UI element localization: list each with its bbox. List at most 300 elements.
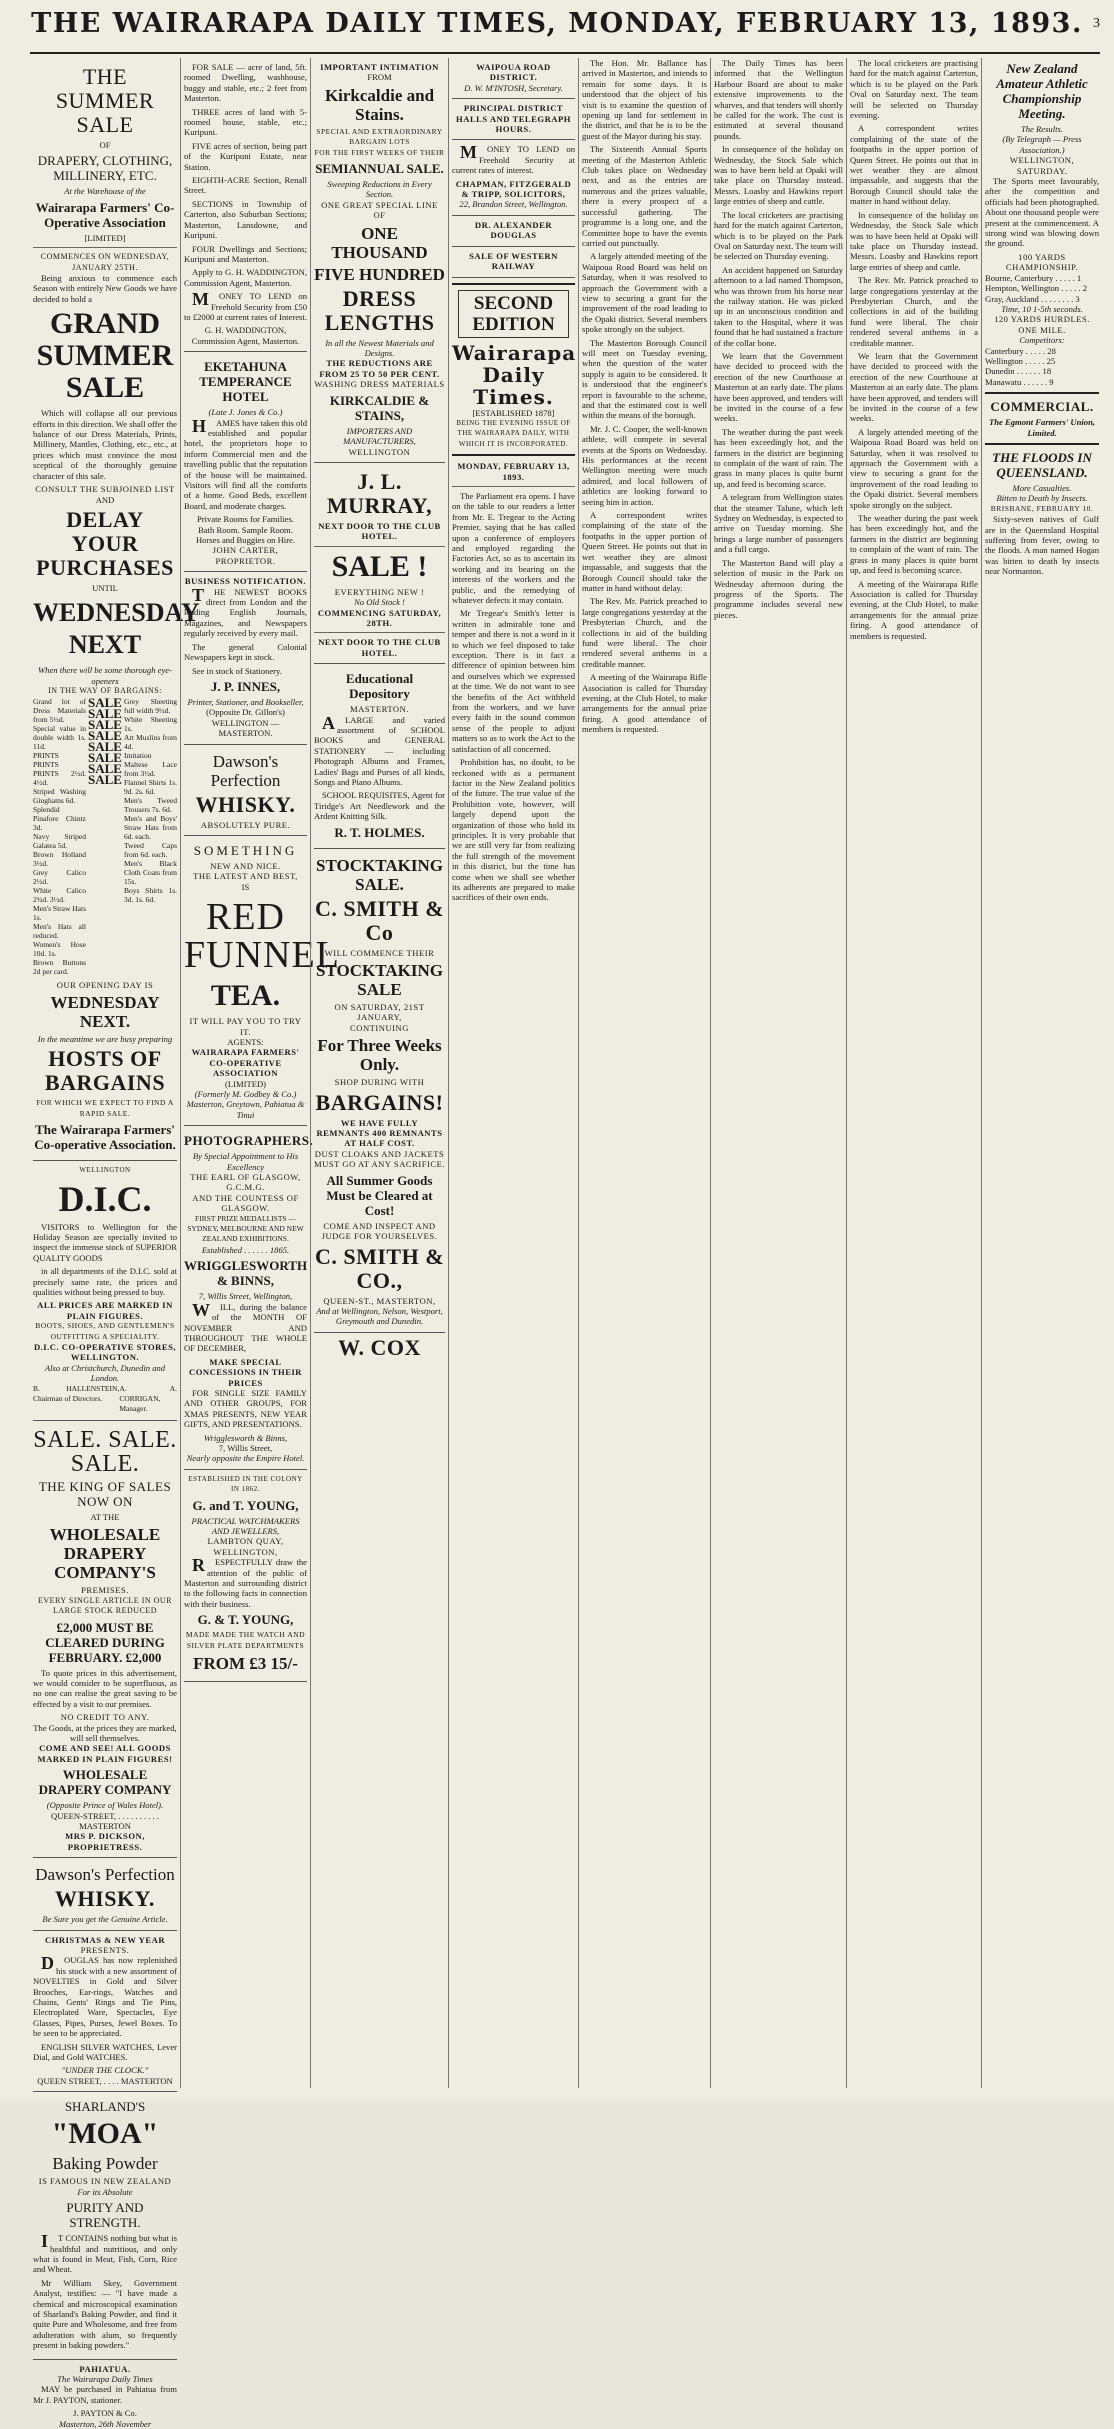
bargains-right xyxy=(124,697,177,976)
editorial-para-1: The Parliament era opens. I have on the table to our readers a letter from Mr. E. Tregear to the Acting Premier, saying that he has called upon a conference of employers and employed regarding the Factories Act, so as to ascertain its working and its bearing on the interests of the workers and the public, and the remedying of whatever defects it may contain. xyxy=(452,490,575,605)
editorial-date: MONDAY, FEBRUARY 13, 1893. xyxy=(457,461,570,482)
wrigglesworth-ad xyxy=(184,1126,314,1470)
sharland-ad xyxy=(33,2092,177,2359)
bargain-item: Brown Holland 3½d. xyxy=(33,849,86,868)
delay-heading: DELAY YOUR PURCHASES xyxy=(36,506,174,580)
young-heading: G. and T. YOUNG, xyxy=(192,1497,299,1513)
dic-visitors: VISITORS to Wellington for the Holiday Season are specially invited to inspect the immense stock of SUPERIOR QUALITY GOODS xyxy=(33,1221,177,1263)
from-word: FROM xyxy=(367,72,392,83)
john-carter: JOHN CARTER, PROPRIETOR. xyxy=(212,545,279,566)
news-para-18: A correspondent writes complaining of the state of the footpaths in the upper portion of Queen Street. He points out that in wet weather they are almost impassable, and suggests that the Borough Council should take the matter in hand without delay. xyxy=(850,123,978,207)
come-inspect: COME AND INSPECT AND JUDGE FOR YOURSELVES. xyxy=(321,1220,438,1242)
wdc-name: WHOLESALE DRAPERY COMPANY xyxy=(38,1767,172,1798)
for-sale-apply: Apply to G. H. WADDINGTON, Commission Agent, Masterton. xyxy=(184,267,307,288)
pahiatua-may-be: MAY be purchased in Pahiatua from Mr J. PAYTON, stationer. xyxy=(33,2384,177,2405)
sale-word: SALE xyxy=(88,771,122,787)
railway-sale: SALE OF WESTERN RAILWAY xyxy=(469,250,558,272)
dust-cloaks: DUST CLOAKS AND JACKETS MUST GO AT ANY SACRIFICE. xyxy=(314,1148,446,1170)
come-and-see: COME AND SEE! ALL GOODS MARKED IN PLAIN FIGURES! xyxy=(37,1743,173,1764)
masthead-title: THE WAIRARAPA DAILY TIMES, MONDAY, FEBRUARY 13, 1893. xyxy=(31,8,1083,39)
chapman-money: MONEY TO LEND on Freehold Security at current rates of interest. xyxy=(452,142,575,176)
when-there: When there will be some thorough eye-openers xyxy=(38,665,172,686)
points-row: Wellington . . . . . 25 xyxy=(985,355,1056,366)
private-rooms: Private Rooms for Families. xyxy=(197,514,294,525)
by-telegraph: (By Telegraph — Press Association.) xyxy=(1002,134,1082,155)
king-of-sales: THE KING OF SALES NOW ON xyxy=(38,1478,172,1509)
meantime: In the meantime we are busy preparing xyxy=(37,1033,173,1044)
bargain-item: Men's Hats all reduced. xyxy=(33,921,86,940)
bargain-item: White Sheeting 1s. xyxy=(124,714,177,733)
sweeping: Sweeping Reductions in Every Section. xyxy=(327,179,432,200)
from-price: FROM £3 15/- xyxy=(193,1654,298,1674)
athletic-wellington: WELLINGTON, SATURDAY. xyxy=(1009,155,1075,176)
wdc-opposite: (Opposite Prince of Wales Hotel). xyxy=(46,1800,164,1811)
remnants: WE HAVE FULLY REMNANTS 400 REMNANTS AT HALF COST. xyxy=(316,1117,443,1149)
dawson-heading: Dawson's Perfection xyxy=(35,1865,175,1885)
shop-during: SHOP DURING WITH xyxy=(334,1077,425,1088)
temperance-heading: EKETAHUNA TEMPERANCE HOTEL xyxy=(199,359,292,405)
special-lots: SPECIAL AND EXTRAORDINARY BARGAIN LOTS xyxy=(316,126,443,147)
by-appointment: By Special Appointment to His Excellency xyxy=(192,1151,299,1172)
wb-signature: Wrigglesworth & Binns, xyxy=(203,1432,288,1443)
dic-furnishing: in all departments of the D.I.C. sold at precisely same rate, the prices and qualities without being pressed to buy. xyxy=(33,1266,177,1297)
make-concessions: MAKE SPECIAL CONCESSIONS IN THEIR PRICES xyxy=(189,1356,302,1388)
news-para-2: The Sixteenth Annual Sports meeting of the Masterton Athletic Club takes place on Wednesday next, and as the entries are numerous and the prizes valuable, there is every prospect of a successful gathering. The programme is a long one, and the Committee hope to have the events carried out punctually. xyxy=(582,144,707,248)
brisbane-dateline: BRISBANE, FEBRUARY 10. xyxy=(990,503,1094,513)
douglas-para: DOUGLAS has now replenished his stock with a new assortment of NOVELTIES in Gold and Silver Brooches, Ear-rings, Watches and Chains, Gents' Rings and Tie Pins, Electroplated Ware, Spectacles, Eye Glasses, Pipes, Purses, Jewel Boxes. To be seen to be appreciated. xyxy=(33,1953,177,2039)
egmont-heading: The Egmont Farmers' Union, Limited. xyxy=(988,417,1095,438)
waipoua-heading: WAIPOUA ROAD DISTRICT. xyxy=(476,62,551,83)
bargain-item: PRINTS PRINTS PRINTS 2½d. 4½d. xyxy=(33,750,86,787)
news-para-11: The local cricketers are practising hard for the match against Carterton, which is to be played on the Park Oval on Saturday next. The team will be selected on Thursday evening. xyxy=(714,209,843,262)
established-1878: [ESTABLISHED 1878] xyxy=(472,407,555,418)
bargain-item: Tweed Caps from 6d. each. xyxy=(124,840,177,859)
semiannual-sale: SEMIANNUAL SALE. xyxy=(315,161,444,177)
douglas-doctor-ad xyxy=(452,216,575,247)
mr-skey: Mr William Skey, Government Analyst, testifies: — "I have made a chemical and microscopical examination of Sharland's Baking Powder, and find it quite Pure and Wholesome, and free from adulteration with alum, so frequently present in baking powders." xyxy=(33,2277,177,2351)
bitten-heading: Bitten to Death by Insects. xyxy=(996,493,1088,504)
wfca-formerly: (Formerly M. Godbey & Co.) xyxy=(194,1089,297,1099)
grand-summer-sale: GRAND SUMMER SALE xyxy=(36,307,174,405)
educational-heading: Educational Depository xyxy=(345,671,414,702)
sale-stack xyxy=(88,694,122,976)
absolutely-pure: ABSOLUTELY PURE. xyxy=(200,819,291,830)
moa-heading: "MOA" xyxy=(51,2117,159,2151)
news-para-4: The Masterton Borough Council will meet on Tuesday evening, when the question of the water supply is again to be considered. It is understood that the engineer's report is favourable to the scheme, and that the estimated cost is well within the means of the borough. xyxy=(582,337,707,421)
absolute-line: For its Absolute xyxy=(77,2186,133,2197)
bargain-item: Grey Calico 2½d. xyxy=(33,867,86,886)
nearly-opposite: Nearly opposite the Empire Hotel. xyxy=(186,1453,305,1464)
wdc-proprietress: MRS P. DICKSON, PROPRIETRESS. xyxy=(65,1831,145,1852)
temperance-para: HAMES have taken this old established and popular hotel, the proprietors hope to inform Commercial men and the travelling public that the reputation of the house will be maintained. Visitors will find all the comforts of a home. Good Beds, excellent Board, and moderate charges. xyxy=(184,415,307,511)
reductions: THE REDUCTIONS ARE FROM 25 TO 50 PER CENT. xyxy=(319,358,440,379)
floods-heading: THE FLOODS IN QUEENSLAND. xyxy=(992,449,1092,480)
bargain-item: Navy Striped Galatea 5d. xyxy=(33,831,86,850)
dawson-whisky-ad xyxy=(33,1858,177,1930)
news-para-12: An accident happened on Saturday afternoon to a lad named Thompson, who was thrown from his horse near the railway station. He was picked up in an unconscious condition and taken to the Hospital, where it was found that he had sustained a fracture of the collar bone. xyxy=(714,264,843,348)
bargain-item: Men's Straw Hats 1s. xyxy=(33,903,87,922)
news-para-5: Mr. J. C. Cooper, the well-known athlete, will compete in several events at the Sports on Wednesday. His performances at the recent Wellington meeting were much admired, and local followers of athletics are looking forward to seeing him in action. xyxy=(582,423,707,507)
bargain-item: Special value in double width 1s. 11d. xyxy=(33,723,86,751)
one-mile: ONE MILE. xyxy=(1018,324,1066,335)
innes-title: Printer, Stationer, and Bookseller, xyxy=(187,696,304,707)
one-thousand: ONE THOUSAND xyxy=(331,223,428,262)
athletic-para: The Sports meet favourably, after the competition and officials had been photographed. About one thousand people were present at the commencement. A strong wind was blowing down the ground. xyxy=(985,176,1099,249)
result-row: Bourne, Canterbury . . . . . 1 xyxy=(985,272,1082,283)
kirkcaldie-ad xyxy=(314,58,445,463)
business-notice: BUSINESS NOTIFICATION. xyxy=(184,576,307,587)
importers: IMPORTERS AND MANUFACTURERS, xyxy=(343,425,416,447)
news-para-3: A largely attended meeting of the Waipoua Road Board was held on Saturday, when it was resolved to approach the Government with a view to securing a grant for the improvement of the road leading to the Opaki district. Several members spoke strongly on the subject. xyxy=(582,251,707,335)
dic-stores: D.I.C. CO-OPERATIVE STORES, WELLINGTON. xyxy=(33,1342,177,1363)
earl-glasgow: THE EARL OF GLASGOW, G.C.M.G. xyxy=(190,1172,301,1193)
news-para-20: The Rev. Mr. Patrick preached to large congregations yesterday at the Presbyterian Church, and the collections in aid of the building fund were liberal. The choir rendered several anthems in a creditable manner. xyxy=(850,275,978,348)
new-and-nice: NEW AND NICE. xyxy=(210,860,281,871)
for-sale-ad xyxy=(184,58,307,352)
the-goods: The Goods, at the prices they are marked, will sell themselves. xyxy=(33,1722,177,1743)
bargain-item: Art Muslins from 4d. xyxy=(124,732,177,751)
cox-ad xyxy=(314,1336,445,1360)
it-will-pay: IT WILL PAY YOU TO TRY IT. xyxy=(189,1016,302,1037)
tea-word: TEA. xyxy=(210,979,281,1013)
limited-label: [LIMITED] xyxy=(84,232,126,243)
christmas-heading: CHRISTMAS & NEW YEAR xyxy=(44,1934,166,1945)
results-list xyxy=(985,273,1099,304)
district-halls-ad xyxy=(452,99,575,140)
to-quote: To quote prices in this advertisement, we would consider to be superfluous, as no one can realise the great saving to be effected by a visit to our premises. xyxy=(33,1667,177,1709)
kirkcaldie-heading: Kirkcaldie and Stains. xyxy=(324,85,435,124)
three-weeks: For Three Weeks Only. xyxy=(317,1036,442,1075)
cs-queen: QUEEN-ST., MASTERTON, xyxy=(323,1295,436,1306)
bargain-item: Boys Shirts 1s. 3d. 1s. 6d. xyxy=(124,885,177,904)
watch-plate: MADE MADE THE WATCH AND SILVER PLATE DEPARTMENTS xyxy=(185,1630,306,1650)
countess-glasgow: AND THE COUNTESS OF GLASGOW. xyxy=(192,1192,299,1214)
and-line: AND xyxy=(95,494,115,505)
for-sale-3: FIVE acres of section, being part of the Kuripuni Estate, near Station. xyxy=(184,140,307,172)
dic-plain-figures: ALL PRICES ARE MARKED IN PLAIN FIGURES. xyxy=(37,1300,173,1321)
presents-heading: PRESENTS. xyxy=(80,1945,130,1955)
principal-halls: PRINCIPAL DISTRICT HALLS AND TELEGRAPH HOURS. xyxy=(456,103,571,135)
bargains-left xyxy=(33,697,86,976)
w-cox: W. COX xyxy=(338,1334,421,1360)
editorial-para-2: Mr Tregear's Smith's letter is written in admirable tone and temper and there is not a word in it to which we feel disposed to take exception. There is in fact a difference of opinion between him and ourselves which we expressed at the time. We do not want to see the benefits of the Act withheld from the workers, and we have every faith in the sound common sense of the people to adjust matters so as to work the Act to the satisfaction of all concerned. xyxy=(452,608,575,754)
pahiatua-ad xyxy=(33,2360,177,2429)
bargain-list xyxy=(33,694,177,976)
agents: AGENTS: xyxy=(227,1036,264,1047)
dic-also-at: Also at Christchurch, Dunedin and London. xyxy=(44,1362,166,1384)
waipoua-ad xyxy=(452,58,575,99)
english-silver: ENGLISH SILVER WATCHES, Lever Dial, and Gold WATCHES. xyxy=(33,2041,177,2063)
dic-manager: A. A. CORRIGAN, Manager. xyxy=(119,1383,177,1414)
column-1 xyxy=(30,58,200,2429)
is-word: IS xyxy=(241,881,250,892)
result-row: Hempton, Wellington . . . . . 2 xyxy=(985,283,1088,294)
douglas-queen: QUEEN STREET, . . . . MASTERTON xyxy=(37,2075,173,2086)
chapman-address: 22, Brandon Street, Wellington. xyxy=(459,199,568,210)
pahiatua-payton: J. PAYTON & Co. xyxy=(73,2408,137,2419)
douglas-ad xyxy=(33,1931,177,2093)
summer-sale-heading: THE SUMMER SALE xyxy=(55,64,155,137)
continuing: CONTINUING xyxy=(350,1022,409,1033)
points-row: Canterbury . . . . . 28 xyxy=(985,345,1056,356)
purity-line: PURITY AND STRENGTH. xyxy=(66,2200,144,2231)
news-para-9: The Daily Times has been informed that the Wellington Harbour Board are about to make extensive improvements to the wharves, and that tenders will shortly be called for the work. The cost is estimated at several thousand pounds. xyxy=(714,58,843,141)
everything-new: EVERYTHING NEW ! xyxy=(334,586,425,597)
wdc-queen: QUEEN-STREET, . . . . . . . . . . MASTERTON xyxy=(51,1810,159,1831)
wfca-limited: (LIMITED) xyxy=(224,1078,267,1089)
result-row: Gray, Auckland . . . . . . . . 3 xyxy=(985,293,1080,304)
next-door: NEXT DOOR TO THE CLUB HOTEL. xyxy=(318,520,441,542)
hosts-of-bargains: HOSTS OF BARGAINS xyxy=(44,1046,166,1096)
dic-boots: BOOTS, SHOES, AND GENTLEMEN'S OUTFITTING A SPECIALITY. xyxy=(35,1321,175,1341)
five-hundred: FIVE HUNDRED xyxy=(314,264,445,284)
points-row: Dunedin . . . . . . 18 xyxy=(985,366,1052,377)
one-great: ONE GREAT SPECIAL LINE OF xyxy=(321,199,438,221)
bargain-item: Grand lot of Dress Materials from 5½d. xyxy=(33,696,86,724)
dress-lengths: DRESS LENGTHS xyxy=(324,285,435,335)
bargain-item: Flannel Shirts 1s. 9d. 2s. 6d. xyxy=(124,777,177,796)
drapery-line: DRAPERY, CLOTHING, MILLINERY, ETC. xyxy=(37,153,173,184)
athletic-heading: New Zealand Amateur Athletic Championship Meeting. xyxy=(996,61,1088,121)
sale-word: SALE xyxy=(88,749,122,765)
something: SOMETHING xyxy=(193,842,298,858)
news-para-14: The weather during the past week has been exceedingly hot, and the farmers in the district are beginning to complain of the want of rain. The grass in many places is quite burnt up, and feed is becoming scarce. xyxy=(714,426,843,489)
stock-stationery: See in stock of Stationery. xyxy=(192,665,282,676)
news-para-8: A meeting of the Wairarapa Rifle Association is called for Thursday evening, at the Club Hotel, to make arrangements for the annual prize firing. A good attendance of members is requested. xyxy=(582,672,707,735)
educational-ad xyxy=(314,664,445,848)
at-the: AT THE xyxy=(90,1511,120,1522)
hundred-yards: 100 YARDS CHAMPIONSHIP. xyxy=(1005,251,1079,273)
news-para-6: A correspondent writes complaining of the state of the footpaths in the upper portion of Queen Street. He points out that in wet weather they are almost impassable, and suggests that the Borough Council should take the matter in hand without delay. xyxy=(582,510,707,593)
educational-para: ALARGE and varied assortment of SCHOOL BOOKS and GENERAL STATIONERY — including Photograph Albums and Frames, Ladies' Bags and Purses of all kinds, Songs and Piano Albums. xyxy=(314,712,445,787)
for-sale-4: EIGHTH-ACRE Section, Renall Street. xyxy=(184,175,307,196)
more-casualties: More Casualties. xyxy=(1012,482,1072,493)
famous-line: IS FAMOUS IN NEW ZEALAND xyxy=(38,2176,172,2187)
next-door-2: NEXT DOOR TO THE CLUB HOTEL. xyxy=(318,637,441,658)
sale-word: SALE xyxy=(88,705,122,721)
horses-buggies: Horses and Buggies on Hire. xyxy=(195,535,296,546)
for-sale-6: FOUR Dwellings and Sections; Kuripuni and Masterton. xyxy=(184,243,307,264)
ks-wellington: WELLINGTON xyxy=(348,446,411,457)
willis-street-2: 7, Willis Street, xyxy=(218,1442,273,1453)
wfca-towns: Masterton, Greytown, Pahiatua & Tinui xyxy=(186,1099,305,1120)
pahiatua-heading: PAHIATUA. xyxy=(79,2363,131,2374)
two-thousand: £2,000 MUST BE CLEARED DURING FEBRUARY. £2,000 xyxy=(45,1619,165,1665)
whisky-heading-2: WHISKY. xyxy=(195,791,296,817)
under-clock: "UNDER THE CLOCK." xyxy=(61,2065,149,2076)
stocktaking-2: STOCKTAKING SALE xyxy=(316,961,443,1000)
murray-heading: J. L. MURRAY, xyxy=(326,468,433,518)
wrigglesworth-heading: WRIGGLESWORTH & BINNS, xyxy=(184,1258,308,1289)
column-6 xyxy=(710,58,846,2088)
bargain-item: Men's Tweed Trousers 7s. 6d. xyxy=(124,795,177,814)
which-para: Which will collapse all our previous efforts in this direction. We shall offer the balance of our Dress Materials, Prints, Millinery, Mantles, Clothing, etc., etc., at prices which must convince the most sceptical of the thoroughly genuine character of this sale. xyxy=(33,408,177,481)
column-7 xyxy=(846,58,981,2088)
for-sale-5: SECTIONS in Township of Carterton, also Suburban Sections; Masterton, Lansdowne, and Kuripuni. xyxy=(184,198,307,241)
jp-innes: J. P. INNES, xyxy=(210,678,281,694)
opening-day: OUR OPENING DAY IS xyxy=(56,979,154,990)
family-groups: FOR SINGLE SIZE FAMILY AND OTHER GROUPS, FOR XMAS PRESENTS, NEW YEAR GIFTS, AND PRESENTATIONS. xyxy=(184,1387,307,1430)
for-sale-2: THREE acres of land with 5-roomed house, stable, etc.; Kuripuni. xyxy=(184,106,307,138)
hurdles: 120 YARDS HURDLES. xyxy=(994,314,1090,325)
pahiatua-wdt: The Wairarapa Daily Times xyxy=(57,2373,153,2384)
masthead-rule xyxy=(30,52,1100,54)
in-the-way: IN THE WAY OF BARGAINS: xyxy=(48,686,162,696)
bargain-item: Grey Sheeting full width 9½d. xyxy=(124,696,177,715)
csmith-ad xyxy=(314,849,445,1333)
chapman-ad xyxy=(452,140,575,215)
important-intimation: IMPORTANT INTIMATION xyxy=(320,62,439,72)
will-para: WILL, during the balance of the MONTH OF NOVEMBER AND THROUGHOUT THE WHOLE OF DECEMBER, xyxy=(184,1299,307,1354)
result-time: Time, 10 1-5th seconds. xyxy=(1001,303,1083,314)
wdc-heading: WHOLESALE DRAPERY COMPANY'S xyxy=(49,1525,161,1583)
news-para-19: In consequence of the holiday on Wednesday, the Stock Sale which was to have been held at Opaki will take place on Thursday instead. Messrs. Loasby and Hawkins report large entries of sheep and cattle. xyxy=(850,209,978,272)
innes-ad xyxy=(184,572,307,744)
commencing-line: COMMENCES ON WEDNESDAY, JANUARY 25TH. xyxy=(40,252,170,272)
dic-wellington: WELLINGTON xyxy=(79,1166,131,1175)
column-4 xyxy=(448,58,578,2088)
wfca: WAIRARAPA FARMERS' CO-OPERATIVE ASSOCIATION xyxy=(191,1047,300,1079)
at-warehouse: At the Warehouse of the xyxy=(64,186,146,197)
stocktaking-heading: STOCKTAKING SALE. xyxy=(316,855,443,894)
sale-word: SALE xyxy=(88,694,122,710)
news-para-7: The Rev. Mr. Patrick preached to large congregations yesterday at the Presbyterian Church, and the collections in aid of the building fund were liberal. The choir rendered several anthems in a creditable manner. xyxy=(582,596,707,669)
wdc-ad xyxy=(33,1421,177,1858)
general-papers: The general Colonial Newspapers kept in stock. xyxy=(184,641,307,663)
first-prize: FIRST PRIZE MEDALLISTS — SYDNEY, MELBOURNE AND NEW ZEALAND EXHIBITIONS. xyxy=(187,1213,304,1244)
holmes: R. T. HOLMES. xyxy=(334,824,425,840)
points-table xyxy=(985,346,1099,388)
all-summer: All Summer Goods Must be Cleared at Cost! xyxy=(326,1172,433,1218)
young-heading-2: G. & T. YOUNG, xyxy=(197,1612,294,1628)
commercial-heading: COMMERCIAL. xyxy=(990,399,1094,415)
being-para: Being anxious to commence each Season with entirely New Goods we have decided to hold a xyxy=(33,273,177,304)
second-edition: SECOND EDITION xyxy=(458,290,569,338)
bath-room: Bath Room. Sample Room. xyxy=(198,524,293,535)
newest-books: THE NEWEST BOOKS direct from London and the leading English Journals, Magazines, and Newspapers regularly received by every mail. xyxy=(184,584,307,639)
for-first-weeks: FOR THE FIRST WEEKS OF THEIR xyxy=(314,147,445,157)
floods-para: Sixty-seven natives of Gulf are in the Queensland Hospital suffering from fever, owing to the floods. A man named Hogan was bitten to death by insects near Normanton. xyxy=(985,514,1099,577)
summer-sale-of: OF xyxy=(99,140,111,150)
est-colony: ESTABLISHED IN THE COLONY IN 1862. xyxy=(188,1474,303,1494)
sharland-heading: SHARLAND'S xyxy=(64,2099,146,2115)
temperance-hotel-ad xyxy=(184,352,307,572)
column-5 xyxy=(578,58,710,2088)
educational-masterton: MASTERTON. xyxy=(350,704,409,715)
every-article: EVERY SINGLE ARTICLE IN OUR LARGE STOCK REDUCED xyxy=(37,1595,173,1616)
will-commence: WILL COMMENCE THEIR xyxy=(324,947,435,958)
for-sale-1: FOR SALE — acre of land, 5ft. roomed Dwelling, washhouse, buggy and stable, etc.; 2 feet from Masterton. xyxy=(184,62,307,104)
page-number: 3 xyxy=(1093,16,1100,31)
temperance-sub: (Late J. Jones & Co.) xyxy=(208,407,283,418)
dr-douglas: DR. ALEXANDER DOUGLAS xyxy=(474,219,553,241)
news-para-16: The Masterton Band will play a selection of music in the Park on Wednesday afternoon during the progress of the Sports. The programme includes several new pieces. xyxy=(714,557,843,620)
latest-and-best: THE LATEST AND BEST, xyxy=(193,871,298,882)
news-para-13: We learn that the Government have decided to proceed with the erection of the new Courthouse at Masterton at an early date. The plans have been approved, and tenders will be invited in the course of a few weeks. xyxy=(714,350,843,424)
washing: WASHING DRESS MATERIALS xyxy=(314,379,445,390)
red-funnel-tea-ad xyxy=(184,836,340,1126)
wednesday-next: WEDNESDAY NEXT xyxy=(33,598,200,660)
baking-powder: Baking Powder xyxy=(52,2154,158,2174)
news-para-21: We learn that the Government have decided to proceed with the erection of the new Courthouse at Masterton at an early date. The plans have been approved, and tenders will be invited in the course of a few weeks. xyxy=(850,350,978,424)
competitors: Competitors: xyxy=(1019,335,1065,346)
dawson-heading-2: Dawson's Perfection xyxy=(210,751,281,790)
murray-ad xyxy=(314,463,445,664)
news-para-17: The local cricketers are practising hard for the match against Carterton, which is to be played on the Park Oval on Saturday next. The team will be selected on Thursday evening. xyxy=(850,58,978,121)
railway-sale-ad xyxy=(452,247,575,278)
be-sure: Be Sure you get the Genuine Article. xyxy=(42,1914,168,1925)
column-2 xyxy=(180,58,340,2088)
chapman-firm: CHAPMAN, FITZGERALD & TRIPP, SOLICITORS, xyxy=(455,178,572,200)
column-3 xyxy=(310,58,448,2088)
school-requisites: SCHOOL REQUISITES, Agent for Tiridge's Art Needlework and the Ardent Knitting Silk. xyxy=(314,790,445,822)
opening-wednesday: WEDNESDAY NEXT. xyxy=(50,992,160,1031)
bargain-item: White Calico 2¾d. 3½d. xyxy=(33,885,86,904)
premises: PREMISES. xyxy=(81,1585,129,1596)
masthead xyxy=(0,8,1114,52)
news-para-23: The weather during the past week has been exceedingly hot, and the farmers in the district are beginning to complain of the want of rain. The grass in many places is quite burnt up, and feed is becoming scarce. xyxy=(850,513,978,576)
bargain-item: Striped Washing Ginghams 6d. xyxy=(33,786,86,805)
sale-sale-sale: SALE. SALE. SALE. xyxy=(33,1426,177,1477)
dic-ad xyxy=(33,1161,177,1421)
dic-heading: D.I.C. xyxy=(58,1178,152,1219)
established-1865: Established . . . . . . 1865. xyxy=(201,1244,290,1255)
sale-word: SALE xyxy=(88,760,122,776)
innes-opp: (Opposite Dr. Gillon's) WELLINGTON — MASTERTON. xyxy=(206,707,285,739)
cs-co: C. SMITH & CO., xyxy=(314,1243,445,1293)
no-credit: NO CREDIT TO ANY. xyxy=(60,1712,150,1723)
it-contains: IT CONTAINS nothing but what is healthful and nutritious, and only what is found in Meat, Fish, Corn, Rice and Wheat. xyxy=(33,2231,177,2275)
respectfully: RESPECTFULLY draw the attention of the public of Masterton and surrounding district to the following facts in connection with their business. xyxy=(184,1555,307,1609)
association-name: Wairarapa Farmers' Co-Operative Association xyxy=(35,199,175,230)
willis-street: 7, Willis Street, Wellington, xyxy=(198,1291,293,1302)
pahiatua-date: Masterton, 26th November xyxy=(58,2418,152,2429)
mcintosh: D. W. M'INTOSH, Secretary. xyxy=(464,82,563,93)
csmith-heading: C. SMITH & Co xyxy=(314,895,445,945)
murray-commencing: COMMENCING SATURDAY, 28TH. xyxy=(317,607,442,628)
for-which: FOR WHICH WE EXPECT TO FIND A RAPID SALE. xyxy=(36,1098,174,1118)
ks-signature: KIRKCALDIE & STAINS, xyxy=(329,392,430,423)
consult-line: CONSULT THE SUBJOINED LIST xyxy=(35,484,175,495)
news-para-15: A telegram from Wellington states that the steamer Talune, which left Sydney on Wednesday, is expected to arrive on Tuesday morning. She brings a large number of passengers and a full cargo. xyxy=(714,492,843,555)
until-line: UNTIL xyxy=(92,582,118,593)
points-row: Manawatu . . . . . . 9 xyxy=(985,376,1054,387)
column-8 xyxy=(981,58,1102,2088)
money-to-lend: MONEY TO LEND on Freehold Security from £50 to £2000 at current rates of Interest. xyxy=(184,289,307,322)
news-para-10: In consequence of the holiday on Wednesday, the Stock Sale which was to have been held at Opaki will take place on Thursday instead. Messrs. Loasby and Hawkins report large entries of sheep and cattle. xyxy=(714,144,843,207)
editorial-para-3: Prohibition has, no doubt, to be reckoned with as a permanent factor in the New Zealand politics of the future. The true value of the Prohibition vote, however, will largely depend upon the organization of those who hold its principles. It is very probable that we are still very far from realizing the full strength of the movement in this district, but the time has come when we shall see whether its adherents are prepared to make sacrifices of their own ends. xyxy=(452,757,575,903)
bargain-item: Men's Black Cloth Coats from 15s. xyxy=(124,858,177,886)
summer-sale-ad xyxy=(33,58,200,1161)
in-all: In all the Newest Materials and Designs. xyxy=(325,337,434,359)
bargain-item: Brown Buttons 2d per card. xyxy=(33,957,86,976)
lambton-quay: LAMBTON QUAY, WELLINGTON, xyxy=(207,1536,284,1557)
dawson-whisky-ad-2 xyxy=(184,745,307,836)
bargain-item: Imitation Maltese Lace from 3½d. xyxy=(124,750,177,778)
murray-sale: SALE ! xyxy=(331,549,428,583)
wdt-nameplate: Wairarapa Daily Times. xyxy=(452,340,577,409)
on-saturday: ON SATURDAY, 21ST JANUARY, xyxy=(334,1002,425,1023)
news-para-22: A largely attended meeting of the Waipoua Road Board was held on Saturday, when it was resolved to approach the Government with a view to securing a grant for the improvement of the road leading to the Opaki district. Several members spoke strongly on the subject. xyxy=(850,426,978,510)
young-ad xyxy=(184,1470,307,1682)
news-para-24: A meeting of the Wairarapa Rifle Association is called for Thursday evening, at the Club Hotel, to make arrangements for the annual prize firing. A good attendance of members is requested. xyxy=(850,578,978,641)
sale-word: SALE xyxy=(88,716,122,732)
cs-and-at: And at Wellington, Nelson, Westport, Greymouth and Dunedin. xyxy=(316,1305,443,1327)
bargain-item: Women's Hose 10d. 1s. xyxy=(33,939,86,958)
sale-word: SALE xyxy=(88,738,122,754)
photographers: PHOTOGRAPHERS. xyxy=(184,1133,314,1149)
waddington: G. H. WADDINGTON, Commission Agent, Masterton. xyxy=(191,325,300,346)
